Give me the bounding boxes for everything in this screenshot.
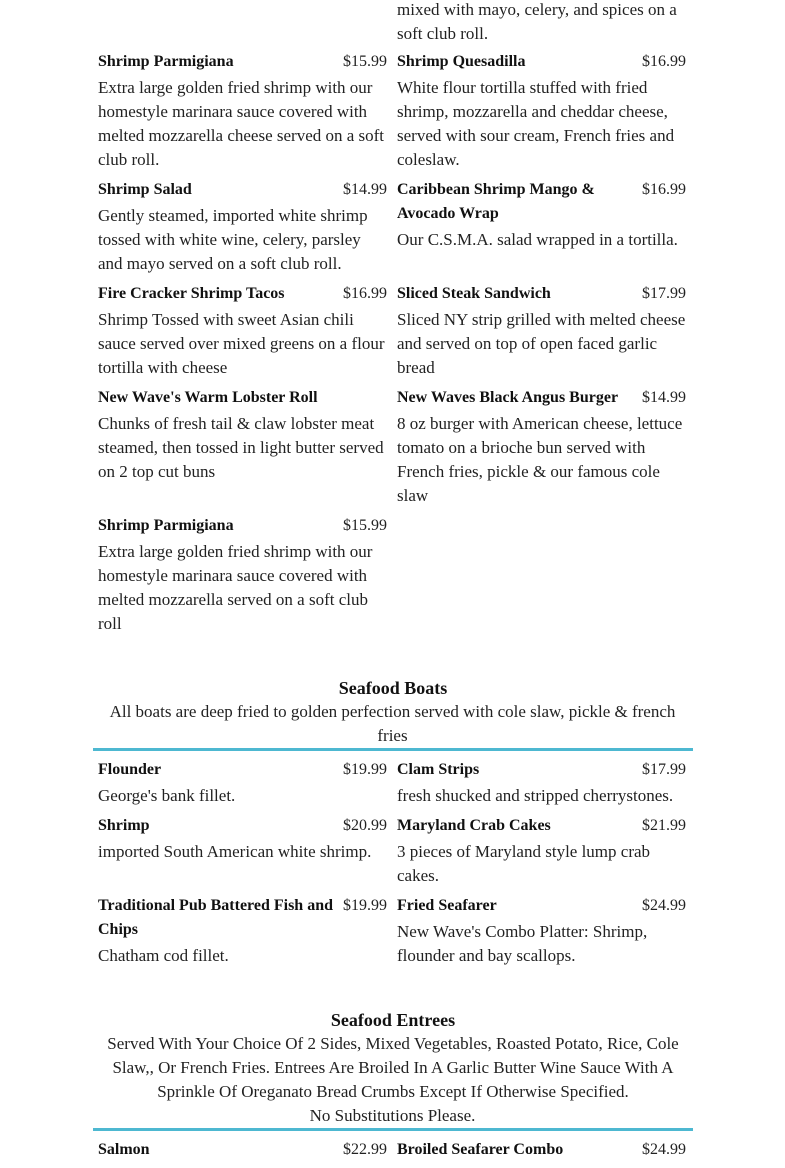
item-description: 8 oz burger with American cheese, lettuce tomato on a brioche bun served with French fries, pickle & our famous cole slaw — [397, 414, 683, 505]
item-description: Chunks of fresh tail & claw lobster meat steamed, then tossed in light butter served on 2 top cut buns — [98, 414, 384, 481]
item-price: $20.99 — [343, 817, 387, 834]
menu-item — [98, 758, 387, 808]
item-name: Broiled Seafarer Combo — [397, 1141, 564, 1158]
item-name: Salmon — [98, 1141, 150, 1158]
item-price: $16.99 — [642, 181, 686, 198]
item-description: New Wave's Combo Platter: Shrimp, flounder and bay scallops. — [397, 922, 648, 965]
item-description: 3 pieces of Maryland style lump crab cakes. — [397, 842, 651, 885]
item-name: Shrimp Parmigiana — [98, 517, 234, 534]
item-description: George's bank fillet. — [98, 786, 236, 805]
item-name: Shrimp Parmigiana — [98, 53, 234, 70]
item-price: $19.99 — [343, 897, 387, 914]
menu-item — [397, 1138, 686, 1162]
item-price: $16.99 — [343, 285, 387, 302]
menu-item — [397, 758, 686, 808]
menu-item — [98, 1138, 387, 1162]
menu-item — [397, 178, 686, 252]
item-price: $15.99 — [343, 517, 387, 534]
item-name: Shrimp Quesadilla — [397, 53, 526, 70]
item-price: $24.99 — [642, 1141, 686, 1158]
menu-item — [98, 282, 387, 380]
item-name: Maryland Crab Cakes — [397, 817, 551, 834]
menu-item — [98, 50, 387, 172]
item-price: $14.99 — [642, 389, 686, 406]
item-description: White flour tortilla stuffed with fried shrimp, mozzarella and cheddar cheese, served with sour cream, French fries and coleslaw. — [397, 78, 675, 169]
item-price: $15.99 — [343, 53, 387, 70]
item-description: fresh shucked and stripped cherrystones. — [397, 786, 674, 805]
menu-item-fragment — [397, 0, 686, 46]
menu-item — [397, 894, 686, 968]
menu-item — [98, 894, 387, 968]
item-description: Shrimp Tossed with sweet Asian chili sauce served over mixed greens on a flour tortilla with cheese — [98, 310, 385, 377]
item-price: $17.99 — [642, 761, 686, 778]
section-divider — [93, 1128, 693, 1131]
section-divider — [93, 748, 693, 751]
menu-item — [98, 814, 387, 864]
menu-item — [397, 282, 686, 380]
item-name: Traditional Pub Battered Fish and Chips — [98, 897, 333, 938]
item-price: $21.99 — [642, 817, 686, 834]
item-description: Extra large golden fried shrimp with our homestyle marinara sauce covered with melted mozzarella cheese served on a soft club roll. — [98, 78, 385, 169]
section-subtitle-entrees: Served With Your Choice Of 2 Sides, Mixed Vegetables, Roasted Potato, Rice, Cole Slaw,, Or French Fries. Entrees Are Broiled In A Garlic Butter Wine Sauce With A Sprinkle Of Oreganato Bread Crumbs Except If Otherwise Specified. — [107, 1034, 679, 1101]
item-description: imported South American white shrimp. — [98, 842, 372, 861]
item-description: mixed with mayo, celery, and spices on a soft club roll. — [397, 0, 677, 43]
item-description: Sliced NY strip grilled with melted cheese and served on top of open faced garlic bread — [397, 310, 686, 377]
section-title-entrees: Seafood Entrees — [330, 1010, 456, 1030]
item-description: Chatham cod fillet. — [98, 946, 229, 965]
menu-item — [98, 178, 387, 276]
item-name: Sliced Steak Sandwich — [397, 285, 551, 302]
menu-item — [98, 386, 387, 484]
item-price: $19.99 — [343, 761, 387, 778]
menu-item — [98, 514, 387, 636]
item-price: $16.99 — [642, 53, 686, 70]
section-subtitle-boats: All boats are deep fried to golden perfection served with cole slaw, pickle & french fries — [109, 702, 676, 745]
item-price: $22.99 — [343, 1141, 387, 1158]
item-description: Gently steamed, imported white shrimp tossed with white wine, celery, parsley and mayo served on a soft club roll. — [98, 206, 368, 273]
item-name: Fried Seafarer — [397, 897, 497, 914]
item-name: New Waves Black Angus Burger — [397, 389, 619, 406]
menu-item — [397, 50, 686, 172]
item-description: Our C.S.M.A. salad wrapped in a tortilla. — [397, 230, 678, 249]
item-name: New Wave's Warm Lobster Roll — [98, 389, 318, 406]
menu-item — [397, 814, 686, 888]
item-name: Caribbean Shrimp Mango & Avocado Wrap — [397, 181, 595, 222]
section-note-entrees: No Substitutions Please. — [309, 1106, 476, 1125]
item-price: $14.99 — [343, 181, 387, 198]
item-name: Flounder — [98, 761, 162, 778]
item-price: $17.99 — [642, 285, 686, 302]
menu-item — [397, 386, 686, 508]
item-name: Shrimp Salad — [98, 181, 192, 198]
item-price: $24.99 — [642, 897, 686, 914]
item-name: Clam Strips — [397, 761, 480, 778]
item-name: Shrimp — [98, 817, 150, 834]
item-description: Extra large golden fried shrimp with our homestyle marinara sauce covered with melted mozzarella served on a soft club roll — [98, 542, 373, 633]
section-title-boats: Seafood Boats — [338, 678, 448, 698]
item-name: Fire Cracker Shrimp Tacos — [98, 285, 285, 302]
